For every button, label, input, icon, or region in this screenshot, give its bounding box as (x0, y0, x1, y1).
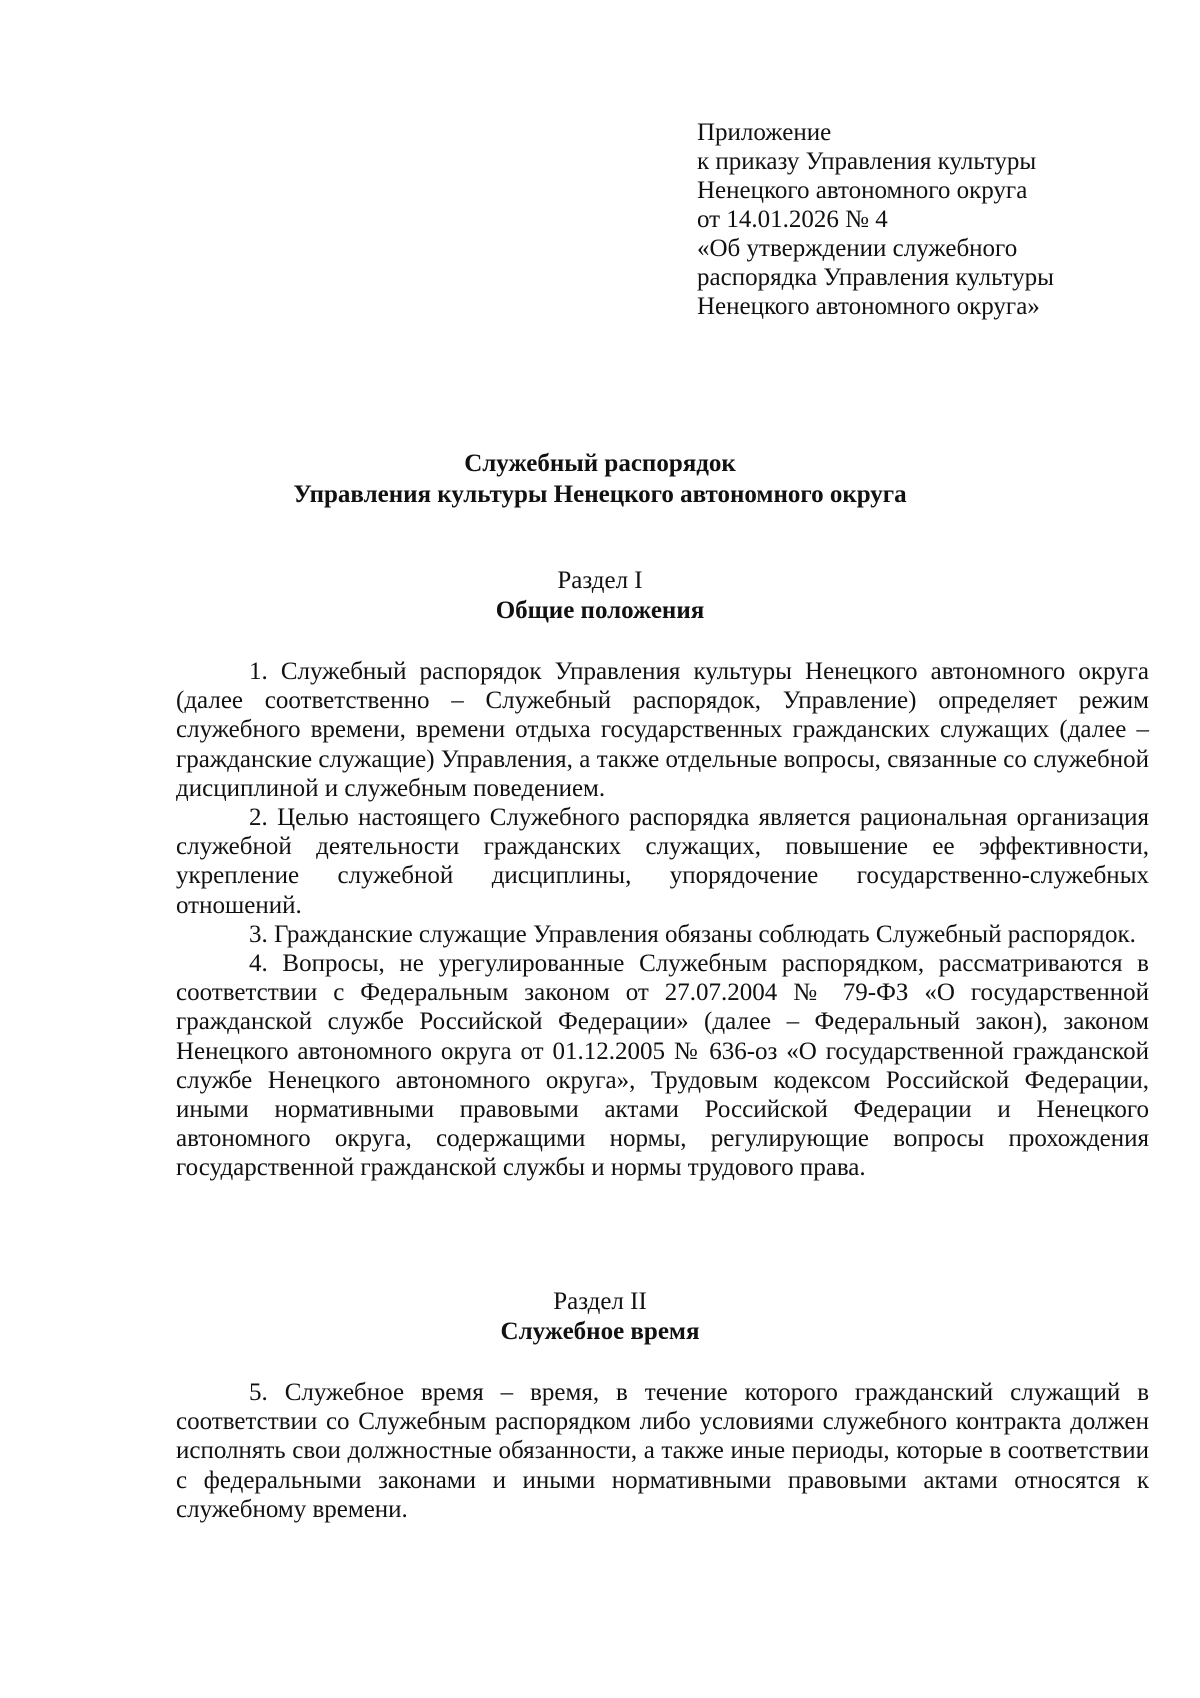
appendix-line: «Об утверждении служебного (697, 235, 1018, 262)
section-1-label: Раздел I (557, 567, 643, 594)
section-2-name: Служебное время (500, 1318, 700, 1345)
appendix-block (697, 118, 1167, 321)
appendix-line: от 14.01.2026 № 4 (697, 206, 888, 233)
paragraph-1: 1. Служебный распорядок Управления культуры Ненецкого автономного округа (далее соответственно – Служебный распорядок, Управление) определяет режим служебного времени, времени отдыха государственных гражданских служащих (далее – гражданские служащие) Управления, а также отдельные вопросы, связанные со служебной дисциплиной и служебным поведением. (176, 658, 1149, 802)
document-title-line2: Управления культуры Ненецкого автономного округа (293, 481, 907, 508)
appendix-line: Приложение (697, 119, 832, 146)
document-title-line1: Служебный распорядок (464, 450, 736, 477)
paragraph-4: 4. Вопросы, не урегулированные Служебным распорядком, рассматриваются в соответствии с Федеральным законом от 27.07.2004 № 79-ФЗ «О государственной гражданской службе Российской Федерации» (далее – Федеральный закон), законом Ненецкого автономного округа от 01.12.2005 № 636-оз «О государственной гражданской службе Ненецкого автономного округа», Трудовым кодексом Российской Федерации, иными нормативными правовыми актами Российской Федерации и Ненецкого автономного округа, содержащими нормы, регулирующие вопросы прохождения государственной гражданской службы и нормы трудового права. (176, 950, 1149, 1182)
appendix-line: Ненецкого автономного округа» (697, 293, 1040, 320)
appendix-line: к приказу Управления культуры (697, 148, 1037, 175)
section-2-text (176, 1378, 1149, 1524)
section-1-heading (0, 566, 1200, 626)
section-1-name: Общие положения (495, 597, 705, 624)
section-2-label: Раздел II (553, 1288, 647, 1315)
document-title (0, 448, 1200, 510)
paragraph-2: 2. Целью настоящего Служебного распорядка является рациональная организация служебной деятельности гражданских служащих, повышение ее эффективности, укрепление служебной дисциплины, упорядочение государственно-служебных отношений. (176, 804, 1149, 919)
section-1-text (176, 657, 1149, 1183)
paragraph-5: 5. Служебное время – время, в течение которого гражданский служащий в соответствии со Служебным распорядком либо условиями служебного контракта должен исполнять свои должностные обязанности, а также иные периоды, которые в соответствии с федеральными законами и иными нормативными правовыми актами относятся к служебному времени. (176, 1379, 1149, 1523)
paragraph-3: 3. Гражданские служащие Управления обязаны соблюдать Служебный распорядок. (249, 920, 1136, 948)
appendix-line: Ненецкого автономного округа (697, 177, 1028, 204)
appendix-line: распорядка Управления культуры (697, 264, 1054, 291)
section-2-heading (0, 1287, 1200, 1347)
